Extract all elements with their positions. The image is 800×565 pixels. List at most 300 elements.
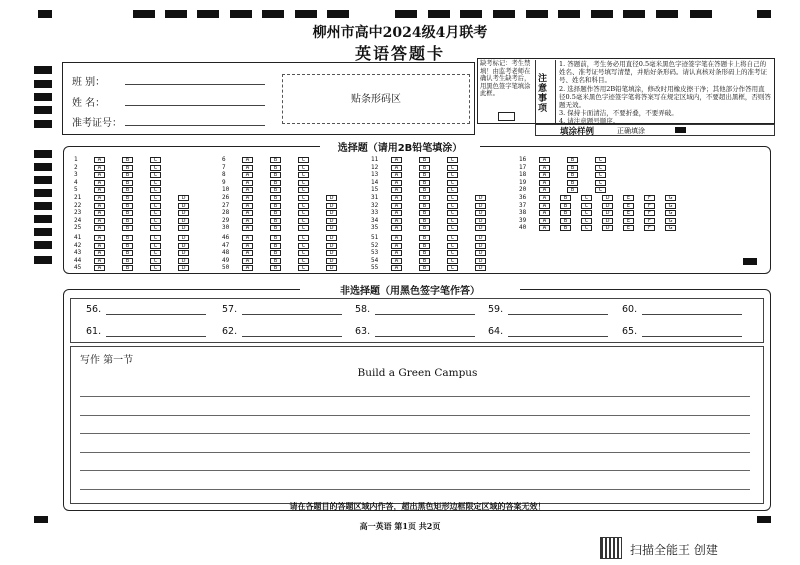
writing-line[interactable] xyxy=(80,470,750,471)
mc-question xyxy=(222,195,372,201)
blank-number: 60. xyxy=(622,304,638,315)
answer-bubble[interactable]: A xyxy=(539,210,550,216)
answer-bubble[interactable]: C xyxy=(447,187,458,193)
answer-bubble[interactable]: C xyxy=(298,180,309,186)
answer-bubble[interactable]: A xyxy=(242,225,253,231)
answer-bubble[interactable]: A xyxy=(94,265,105,271)
answer-bubble[interactable]: C xyxy=(447,258,458,264)
mc-question xyxy=(371,172,521,178)
answer-blank[interactable] xyxy=(642,314,742,315)
answer-blank[interactable] xyxy=(106,314,206,315)
answer-bubble[interactable]: D xyxy=(475,258,486,264)
writing-line[interactable] xyxy=(80,433,750,434)
answer-bubble[interactable]: A xyxy=(391,165,402,171)
answer-bubble[interactable]: A xyxy=(242,165,253,171)
answer-bubble[interactable]: C xyxy=(298,225,309,231)
answer-bubble[interactable]: D xyxy=(178,203,189,209)
answer-bubble[interactable]: A xyxy=(94,165,105,171)
answer-bubble[interactable]: D xyxy=(602,210,613,216)
answer-bubble[interactable]: D xyxy=(178,210,189,216)
answer-bubble[interactable]: B xyxy=(122,225,133,231)
exam-id-label: 准考证号： xyxy=(72,118,122,129)
answer-bubble[interactable]: C xyxy=(150,235,161,241)
answer-bubble[interactable]: D xyxy=(326,218,337,224)
answer-bubble[interactable]: C xyxy=(150,165,161,171)
answer-bubble[interactable]: B xyxy=(567,157,578,163)
qr-code-icon xyxy=(600,537,622,559)
mc-question xyxy=(371,180,521,186)
answer-blank[interactable] xyxy=(375,336,475,337)
answer-bubble[interactable]: C xyxy=(298,250,309,256)
answer-bubble[interactable]: C xyxy=(447,235,458,241)
answer-bubble[interactable]: B xyxy=(567,172,578,178)
answer-bubble[interactable]: D xyxy=(178,235,189,241)
answer-blank[interactable] xyxy=(508,336,608,337)
answer-bubble[interactable]: G xyxy=(665,210,676,216)
answer-bubble[interactable]: B xyxy=(122,265,133,271)
answer-bubble[interactable]: C xyxy=(298,243,309,249)
mc-question xyxy=(371,235,521,241)
answer-bubble[interactable]: D xyxy=(178,195,189,201)
answer-bubble[interactable]: B xyxy=(419,218,430,224)
answer-bubble[interactable]: B xyxy=(419,225,430,231)
answer-bubble[interactable]: A xyxy=(391,187,402,193)
question-number: 29 xyxy=(222,216,230,224)
answer-bubble[interactable]: C xyxy=(447,157,458,163)
answer-bubble[interactable]: B xyxy=(419,210,430,216)
answer-bubble[interactable]: D xyxy=(326,265,337,271)
answer-bubble[interactable]: C xyxy=(150,210,161,216)
answer-bubble[interactable]: D xyxy=(326,258,337,264)
answer-bubble[interactable]: F xyxy=(644,218,655,224)
answer-bubble[interactable]: C xyxy=(447,172,458,178)
answer-bubble[interactable]: C xyxy=(581,203,592,209)
blank-number: 63. xyxy=(355,326,371,337)
answer-bubble[interactable]: B xyxy=(419,195,430,201)
answer-bubble[interactable]: C xyxy=(581,225,592,231)
question-number: 37 xyxy=(519,201,527,209)
answer-bubble[interactable]: C xyxy=(447,250,458,256)
answer-bubble[interactable]: A xyxy=(539,157,550,163)
answer-bubble[interactable]: D xyxy=(178,243,189,249)
question-number: 39 xyxy=(519,216,527,224)
writing-line[interactable] xyxy=(80,489,750,490)
answer-bubble[interactable]: B xyxy=(122,218,133,224)
answer-bubble[interactable]: D xyxy=(326,225,337,231)
notes-heading: 注意事项 xyxy=(538,74,548,114)
mc-question xyxy=(371,243,521,249)
answer-bubble[interactable]: B xyxy=(270,218,281,224)
answer-bubble[interactable]: B xyxy=(270,265,281,271)
writing-line[interactable] xyxy=(80,396,750,397)
mc-question xyxy=(74,195,224,201)
answer-bubble[interactable]: A xyxy=(391,203,402,209)
answer-bubble[interactable]: C xyxy=(150,250,161,256)
answer-bubble[interactable]: D xyxy=(602,218,613,224)
answer-blank[interactable] xyxy=(242,314,342,315)
answer-bubble[interactable]: G xyxy=(665,195,676,201)
answer-bubble[interactable]: B xyxy=(419,187,430,193)
answer-bubble[interactable]: C xyxy=(298,218,309,224)
answer-bubble[interactable]: A xyxy=(242,195,253,201)
question-number: 17 xyxy=(519,163,527,171)
answer-bubble[interactable]: C xyxy=(447,265,458,271)
mc-question xyxy=(74,225,224,231)
answer-bubble[interactable]: B xyxy=(419,165,430,171)
answer-bubble[interactable]: D xyxy=(602,195,613,201)
answer-bubble[interactable]: A xyxy=(242,210,253,216)
answer-bubble[interactable]: D xyxy=(326,210,337,216)
answer-bubble[interactable]: C xyxy=(581,218,592,224)
mc-question xyxy=(222,218,372,224)
answer-blank[interactable] xyxy=(242,336,342,337)
question-number: 34 xyxy=(371,216,379,224)
answer-bubble[interactable]: D xyxy=(326,203,337,209)
answer-bubble[interactable]: A xyxy=(94,250,105,256)
answer-bubble[interactable]: B xyxy=(122,195,133,201)
question-number: 38 xyxy=(519,209,527,217)
answer-bubble[interactable]: C xyxy=(595,180,606,186)
answer-blank[interactable] xyxy=(642,336,742,337)
mc-question xyxy=(519,194,673,201)
answer-bubble[interactable]: E xyxy=(623,195,634,201)
answer-bubble[interactable]: C xyxy=(447,203,458,209)
answer-bubble[interactable]: C xyxy=(447,225,458,231)
answer-bubble[interactable]: A xyxy=(94,203,105,209)
class-field[interactable] xyxy=(125,84,265,85)
question-number: 46 xyxy=(222,234,230,241)
answer-bubble[interactable]: B xyxy=(270,180,281,186)
answer-bubble[interactable]: B xyxy=(419,157,430,163)
answer-bubble[interactable]: A xyxy=(391,218,402,224)
answer-bubble[interactable]: B xyxy=(560,210,571,216)
answer-bubble[interactable]: A xyxy=(242,172,253,178)
answer-bubble[interactable]: A xyxy=(391,243,402,249)
answer-bubble[interactable]: A xyxy=(539,165,550,171)
answer-blank[interactable] xyxy=(375,314,475,315)
answer-bubble[interactable]: D xyxy=(178,258,189,264)
answer-bubble[interactable]: B xyxy=(567,180,578,186)
answer-bubble[interactable]: C xyxy=(595,165,606,171)
answer-bubble[interactable]: C xyxy=(595,157,606,163)
answer-bubble[interactable]: A xyxy=(242,157,253,163)
question-number: 5 xyxy=(74,186,78,194)
note-item: 3. 保持卡面清洁，不要折叠，不要弄破。 xyxy=(559,109,678,118)
answer-bubble[interactable]: B xyxy=(560,218,571,224)
answer-bubble[interactable]: C xyxy=(150,195,161,201)
answer-bubble[interactable]: C xyxy=(298,235,309,241)
question-number: 26 xyxy=(222,194,230,201)
answer-bubble[interactable]: F xyxy=(644,225,655,231)
question-number: 22 xyxy=(74,201,82,209)
answer-bubble[interactable]: D xyxy=(475,243,486,249)
writing-line[interactable] xyxy=(80,415,750,416)
answer-bubble[interactable]: B xyxy=(122,258,133,264)
answer-bubble[interactable]: D xyxy=(178,265,189,271)
filled-bubble-sample xyxy=(675,127,686,133)
answer-bubble[interactable]: E xyxy=(623,218,634,224)
answer-bubble[interactable]: A xyxy=(391,235,402,241)
question-number: 8 xyxy=(222,171,226,179)
note-item: 2. 选择题作答用2B铅笔填涂，修改时用橡皮擦干净；其他部分作答用直径0.5毫米黑色字迹签字笔将答案写在规定区域内，不要超出黑框，否则答题无效。 xyxy=(559,84,771,110)
answer-bubble[interactable]: B xyxy=(122,165,133,171)
mc-question xyxy=(519,172,669,178)
note-item: 1. 答题前，考生务必用直径0.5毫米黑色字迹签字笔在答题卡上将自己的姓名、准考证号填写清楚，并贴好条形码。请认真核对条形码上的准考证号、姓名和科目。 xyxy=(559,60,767,85)
answer-bubble[interactable]: C xyxy=(150,265,161,271)
answer-bubble[interactable]: A xyxy=(94,258,105,264)
answer-bubble[interactable]: C xyxy=(595,172,606,178)
exam-title: 柳州市高中2024级4月联考 xyxy=(312,25,488,41)
question-number: 35 xyxy=(371,224,379,232)
answer-bubble[interactable]: D xyxy=(602,203,613,209)
mc-question xyxy=(222,258,372,264)
answer-bubble[interactable]: C xyxy=(595,187,606,193)
question-number: 44 xyxy=(74,256,82,264)
answer-bubble[interactable]: A xyxy=(242,187,253,193)
answer-bubble[interactable]: B xyxy=(270,250,281,256)
answer-bubble[interactable]: B xyxy=(419,250,430,256)
answer-bubble[interactable]: B xyxy=(560,195,571,201)
question-number: 7 xyxy=(222,163,226,171)
mc-question xyxy=(222,235,372,241)
answer-bubble[interactable]: A xyxy=(94,218,105,224)
answer-blank[interactable] xyxy=(106,336,206,337)
answer-bubble[interactable]: B xyxy=(419,235,430,241)
blank-number: 65. xyxy=(622,326,638,337)
answer-bubble[interactable]: G xyxy=(665,203,676,209)
answer-bubble[interactable]: D xyxy=(475,218,486,224)
answer-bubble[interactable]: A xyxy=(539,180,550,186)
mc-question xyxy=(74,235,224,241)
answer-bubble[interactable]: D xyxy=(475,210,486,216)
answer-bubble[interactable]: G xyxy=(665,225,676,231)
answer-bubble[interactable]: B xyxy=(270,187,281,193)
answer-bubble[interactable]: C xyxy=(150,180,161,186)
question-number: 21 xyxy=(74,194,82,201)
answer-bubble[interactable]: C xyxy=(150,172,161,178)
answer-bubble[interactable]: B xyxy=(122,235,133,241)
mc-question xyxy=(371,203,521,209)
answer-bubble[interactable]: A xyxy=(391,210,402,216)
answer-bubble[interactable]: A xyxy=(94,210,105,216)
answer-bubble[interactable]: C xyxy=(447,165,458,171)
answer-bubble[interactable]: D xyxy=(326,195,337,201)
answer-bubble[interactable]: C xyxy=(298,203,309,209)
writing-line[interactable] xyxy=(80,452,750,453)
answer-bubble[interactable]: A xyxy=(242,203,253,209)
mc-question xyxy=(371,218,521,224)
card-title: 英语答题卡 xyxy=(354,44,445,63)
answer-bubble[interactable]: D xyxy=(326,243,337,249)
answer-bubble[interactable]: D xyxy=(178,225,189,231)
answer-bubble[interactable]: B xyxy=(122,210,133,216)
answer-bubble[interactable]: F xyxy=(644,195,655,201)
answer-bubble[interactable]: C xyxy=(298,157,309,163)
blank-number: 56. xyxy=(86,304,102,315)
barcode-area: 贴条形码区 xyxy=(282,74,470,124)
answer-bubble[interactable]: B xyxy=(270,210,281,216)
answer-bubble[interactable]: D xyxy=(475,235,486,241)
answer-bubble[interactable]: D xyxy=(475,250,486,256)
answer-bubble[interactable]: A xyxy=(539,172,550,178)
answer-bubble[interactable]: F xyxy=(644,203,655,209)
answer-bubble[interactable]: D xyxy=(178,218,189,224)
answer-bubble[interactable]: A xyxy=(94,225,105,231)
answer-bubble[interactable]: D xyxy=(475,195,486,201)
question-number: 27 xyxy=(222,201,230,209)
notes-list xyxy=(559,60,771,126)
name-field[interactable] xyxy=(125,105,265,106)
answer-bubble[interactable]: C xyxy=(581,195,592,201)
question-number: 42 xyxy=(74,241,82,249)
answer-bubble[interactable]: A xyxy=(391,157,402,163)
answer-bubble[interactable]: C xyxy=(150,218,161,224)
answer-bubble[interactable]: C xyxy=(447,195,458,201)
answer-bubble[interactable]: C xyxy=(298,210,309,216)
mc-question xyxy=(74,203,224,209)
answer-bubble[interactable]: A xyxy=(391,250,402,256)
answer-bubble[interactable]: A xyxy=(391,180,402,186)
answer-bubble[interactable]: B xyxy=(419,258,430,264)
answer-bubble[interactable]: A xyxy=(242,218,253,224)
answer-bubble[interactable]: C xyxy=(447,243,458,249)
mc-question xyxy=(371,225,521,231)
exam-id-field[interactable] xyxy=(125,125,265,126)
absent-notice: 缺考标记：考生禁填！由监考老师在确认考生缺考后，用黑色签字笔填涂此框。 xyxy=(480,60,531,98)
answer-bubble[interactable]: C xyxy=(150,225,161,231)
answer-bubble[interactable]: A xyxy=(391,265,402,271)
mc-question xyxy=(371,195,521,201)
answer-bubble[interactable]: B xyxy=(419,243,430,249)
answer-bubble[interactable]: G xyxy=(665,218,676,224)
answer-bubble[interactable]: C xyxy=(150,243,161,249)
answer-bubble[interactable]: B xyxy=(270,203,281,209)
answer-bubble[interactable]: B xyxy=(122,250,133,256)
answer-bubble[interactable]: D xyxy=(475,225,486,231)
mc-question xyxy=(222,265,372,271)
answer-bubble[interactable]: B xyxy=(567,165,578,171)
answer-bubble[interactable]: B xyxy=(122,203,133,209)
answer-bubble[interactable]: A xyxy=(391,172,402,178)
mc-question xyxy=(74,243,224,249)
question-number: 16 xyxy=(519,156,527,163)
answer-bubble[interactable]: B xyxy=(122,187,133,193)
answer-bubble[interactable]: C xyxy=(447,180,458,186)
answer-bubble[interactable]: C xyxy=(150,187,161,193)
question-number: 55 xyxy=(371,264,379,272)
answer-bubble[interactable]: A xyxy=(242,235,253,241)
answer-bubble[interactable]: E xyxy=(623,225,634,231)
answer-bubble[interactable]: B xyxy=(122,172,133,178)
answer-bubble[interactable]: E xyxy=(623,210,634,216)
answer-bubble[interactable]: A xyxy=(391,225,402,231)
answer-bubble[interactable]: C xyxy=(298,165,309,171)
answer-bubble[interactable]: B xyxy=(122,243,133,249)
answer-bubble[interactable]: B xyxy=(419,203,430,209)
answer-bubble[interactable]: D xyxy=(178,250,189,256)
answer-bubble[interactable]: C xyxy=(150,203,161,209)
answer-bubble[interactable]: A xyxy=(94,187,105,193)
mc-question xyxy=(74,180,224,186)
mc-question xyxy=(222,165,372,171)
answer-bubble[interactable]: C xyxy=(298,187,309,193)
answer-bubble[interactable]: B xyxy=(270,157,281,163)
mc-question xyxy=(74,165,224,171)
answer-bubble[interactable]: B xyxy=(270,243,281,249)
answer-bubble[interactable]: B xyxy=(270,195,281,201)
answer-bubble[interactable]: A xyxy=(94,243,105,249)
answer-bubble[interactable]: B xyxy=(270,172,281,178)
mc-question xyxy=(74,210,224,216)
question-number: 11 xyxy=(371,156,379,163)
answer-bubble[interactable]: B xyxy=(122,157,133,163)
answer-bubble[interactable]: A xyxy=(242,250,253,256)
answer-bubble[interactable]: A xyxy=(94,195,105,201)
answer-bubble[interactable]: C xyxy=(447,210,458,216)
answer-bubble[interactable]: B xyxy=(270,225,281,231)
answer-bubble[interactable]: A xyxy=(539,195,550,201)
answer-bubble[interactable]: D xyxy=(475,203,486,209)
answer-bubble[interactable]: A xyxy=(391,258,402,264)
answer-bubble[interactable]: D xyxy=(326,235,337,241)
answer-bubble[interactable]: D xyxy=(602,225,613,231)
answer-bubble[interactable]: A xyxy=(242,243,253,249)
answer-bubble[interactable]: C xyxy=(447,218,458,224)
answer-bubble[interactable]: C xyxy=(150,157,161,163)
answer-bubble[interactable]: C xyxy=(150,258,161,264)
answer-bubble[interactable]: B xyxy=(419,265,430,271)
answer-bubble[interactable]: A xyxy=(391,195,402,201)
answer-bubble[interactable]: B xyxy=(560,203,571,209)
answer-bubble[interactable]: F xyxy=(644,210,655,216)
answer-bubble[interactable]: A xyxy=(94,157,105,163)
answer-bubble[interactable]: A xyxy=(94,180,105,186)
answer-bubble[interactable]: A xyxy=(539,187,550,193)
answer-bubble[interactable]: B xyxy=(122,180,133,186)
answer-bubble[interactable]: B xyxy=(270,258,281,264)
answer-bubble[interactable]: A xyxy=(539,225,550,231)
answer-bubble[interactable]: A xyxy=(242,180,253,186)
answer-bubble[interactable]: B xyxy=(419,180,430,186)
answer-bubble[interactable]: C xyxy=(298,195,309,201)
answer-bubble[interactable]: A xyxy=(242,258,253,264)
answer-bubble[interactable]: C xyxy=(581,210,592,216)
answer-bubble[interactable]: B xyxy=(560,225,571,231)
answer-bubble[interactable]: A xyxy=(242,265,253,271)
question-number: 50 xyxy=(222,264,230,272)
answer-bubble[interactable]: A xyxy=(94,172,105,178)
answer-bubble[interactable]: C xyxy=(298,172,309,178)
answer-bubble[interactable]: C xyxy=(298,265,309,271)
answer-bubble[interactable]: B xyxy=(270,235,281,241)
question-number: 28 xyxy=(222,209,230,217)
answer-bubble[interactable]: A xyxy=(539,218,550,224)
answer-bubble[interactable]: D xyxy=(475,265,486,271)
mc-question xyxy=(222,225,372,231)
mc-question xyxy=(371,210,521,216)
answer-bubble[interactable]: C xyxy=(298,258,309,264)
answer-bubble[interactable]: B xyxy=(567,187,578,193)
answer-bubble[interactable]: E xyxy=(623,203,634,209)
question-number: 12 xyxy=(371,163,379,171)
answer-bubble[interactable]: B xyxy=(419,172,430,178)
class-label: 班 别： xyxy=(72,77,106,88)
answer-bubble[interactable]: D xyxy=(326,250,337,256)
answer-bubble[interactable]: A xyxy=(94,235,105,241)
answer-bubble[interactable]: B xyxy=(270,165,281,171)
answer-bubble[interactable]: A xyxy=(539,203,550,209)
answer-blank[interactable] xyxy=(508,314,608,315)
